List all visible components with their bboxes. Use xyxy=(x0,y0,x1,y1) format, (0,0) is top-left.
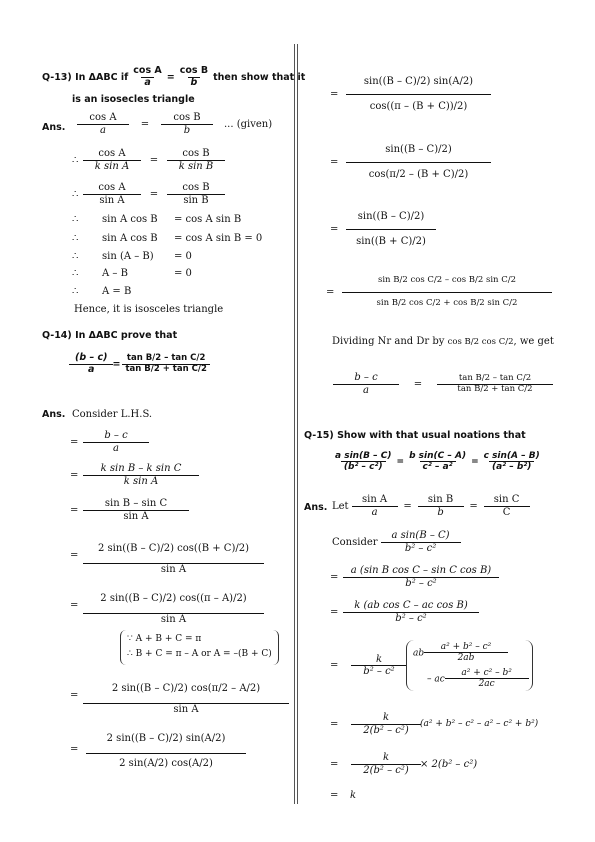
answer-label: Ans. xyxy=(42,409,66,420)
equation-line: = $\frac{2 \sin((B - C)/2) \sin(A/2)}{2 \sin(A/2) \cos(A/2)}$ xyxy=(70,725,246,773)
equation-step-sin: ∴ $\frac{\text{cos A}}{\text{sin A}}$ = $\frac{\text{cos B}}{\text{sin B}}$ xyxy=(72,182,222,206)
column-divider-line xyxy=(294,44,295,804)
equation-line: = $\frac{2 \sin((B - C)/2) \cos((B + C)/2)}{\text{sin A}}$ xyxy=(70,535,261,575)
equation-given: $\frac{\text{cos A}}{a}$ = $\frac{\text{cos B}}{b}$ ... (given) xyxy=(80,112,272,136)
equation-line: = $\frac{2 \sin((B - C)/2) \cos((\pi - A)/2)}{\text{sin A}}$ xyxy=(70,585,261,625)
result-equation: $\frac{b - c}{a}$ = $\frac{\text{tan B/2 – tan C/2}}{\text{tan B/2 + tan C/2}}$ xyxy=(336,372,550,396)
equation-line: = $\frac{\text{k (ab cos C – ac cos B)}}{\text{b² – c²}}$ xyxy=(330,600,476,624)
equation-line: = $\frac{\text{sin B – sin C}}{\text{sin A}}$ xyxy=(70,498,186,522)
conclusion-text: Hence, it is isosceles triangle xyxy=(74,304,224,315)
equation-step-k: ∴ $\frac{\text{cos A}}{\text{k sin A}}$ = $\frac{\text{cos B}}{\text{k sin B}}$ xyxy=(72,148,222,172)
equation-line: = $\frac{\sin((B - C)/2)}{\sin((B + C)/2)}$ xyxy=(330,205,436,253)
consider-lhs: Consider L.H.S. xyxy=(72,409,153,420)
question-15: Q-15) Show with that usual noations that xyxy=(304,430,526,441)
equation-line: = $\frac{\text{sin B/2 cos C/2 – cos B/2 sin C/2}}{\text{sin B/2 cos C/2 + cos B/2 sin C/2}}$ xyxy=(326,270,552,315)
equation-line: = $\frac{\text{k sin B – k sin C}}{\text{k sin A}}$ xyxy=(70,463,196,487)
step-row: ∴ sin A cos B = cos A sin B xyxy=(72,214,242,225)
question-13: Q-13) In ΔABC if $\frac{\text{cos A}}{a}$ = $\frac{\text{cos B}}{b}$ then show that it xyxy=(42,65,306,88)
dividing-text: Dividing Nr and Dr by cos B/2 cos C/2, we get xyxy=(332,336,554,347)
right-column xyxy=(300,0,595,842)
column-divider-line xyxy=(297,44,298,804)
question-15-equation: $\frac{\text{a sin(B – C)}}{\text{(b² – c²)}}$ = $\frac{\text{b sin(C – A)}}{\text{c² – a²}}$ = $\frac{\text{c sin(A – B)}}{\text{(a² – b²)}}$ xyxy=(335,451,540,473)
answer-label: Ans. xyxy=(42,122,66,133)
equation-line: = $\frac{k}{\text{2(b² – c²)}}$ (a² + b² – c² – a² – c² + b²) xyxy=(330,712,539,736)
equation-line: = $\frac{\sin((B - C)/2) \sin(A/2)}{\cos((\pi - (B + C))/2)}$ xyxy=(330,70,491,118)
final-result: = k xyxy=(330,790,357,801)
equation-line: = $\frac{2 \sin((B - C)/2) \cos(\pi/2 - A/2)}{\text{sin A}}$ xyxy=(70,675,286,715)
identity-bracket: ∵ A + B + C = π ∴ B + C = π – A or A = –(B + C) xyxy=(120,630,279,665)
step-row: ∴ sin (A – B) = 0 xyxy=(72,251,192,262)
equation-line: = $\frac{\sin((B - C)/2)}{\cos(\pi/2 - (B + C)/2)}$ xyxy=(330,138,491,186)
step-row: ∴ A = B xyxy=(72,286,132,297)
question-14-equation: $\frac{(b - c)}{a}$ = $\frac{\text{tan B/2 – tan C/2}}{\text{tan B/2 + tan C/2}}$ xyxy=(72,352,210,376)
let-equation: Let $\frac{\text{sin A}}{a}$ = $\frac{\text{sin B}}{b}$ = $\frac{\text{sin C}}{C}$ xyxy=(332,494,527,518)
step-row: ∴ sin A cos B = cos A sin B = 0 xyxy=(72,233,263,244)
equation-matrix-line: = $\frac{k}{\text{b² – c²}}$ ab $\frac{\text{a² + b² – c²}}{2ab}$ – ac $\frac{\text{a² + c² – b²}}{2ac}$ xyxy=(330,640,533,691)
equation-line: = $\frac{\text{a (sin B cos C – sin C cos B)}}{\text{b² – c²}}$ xyxy=(330,565,496,589)
step-row: ∴ A – B = 0 xyxy=(72,268,192,279)
question-13-line2: is an isosecles triangle xyxy=(72,94,195,105)
equation-line: = $\frac{b - c}{a}$ xyxy=(70,430,146,454)
consider-expression: Consider $\frac{\text{a sin(B – C)}}{\text{b² – c²}}$ xyxy=(332,530,458,554)
answer-label: Ans. xyxy=(304,502,328,513)
equation-line: = $\frac{k}{\text{2(b² – c²)}}$ × 2(b² – c²) xyxy=(330,752,478,776)
question-14: Q-14) In ΔABC prove that xyxy=(42,330,178,341)
